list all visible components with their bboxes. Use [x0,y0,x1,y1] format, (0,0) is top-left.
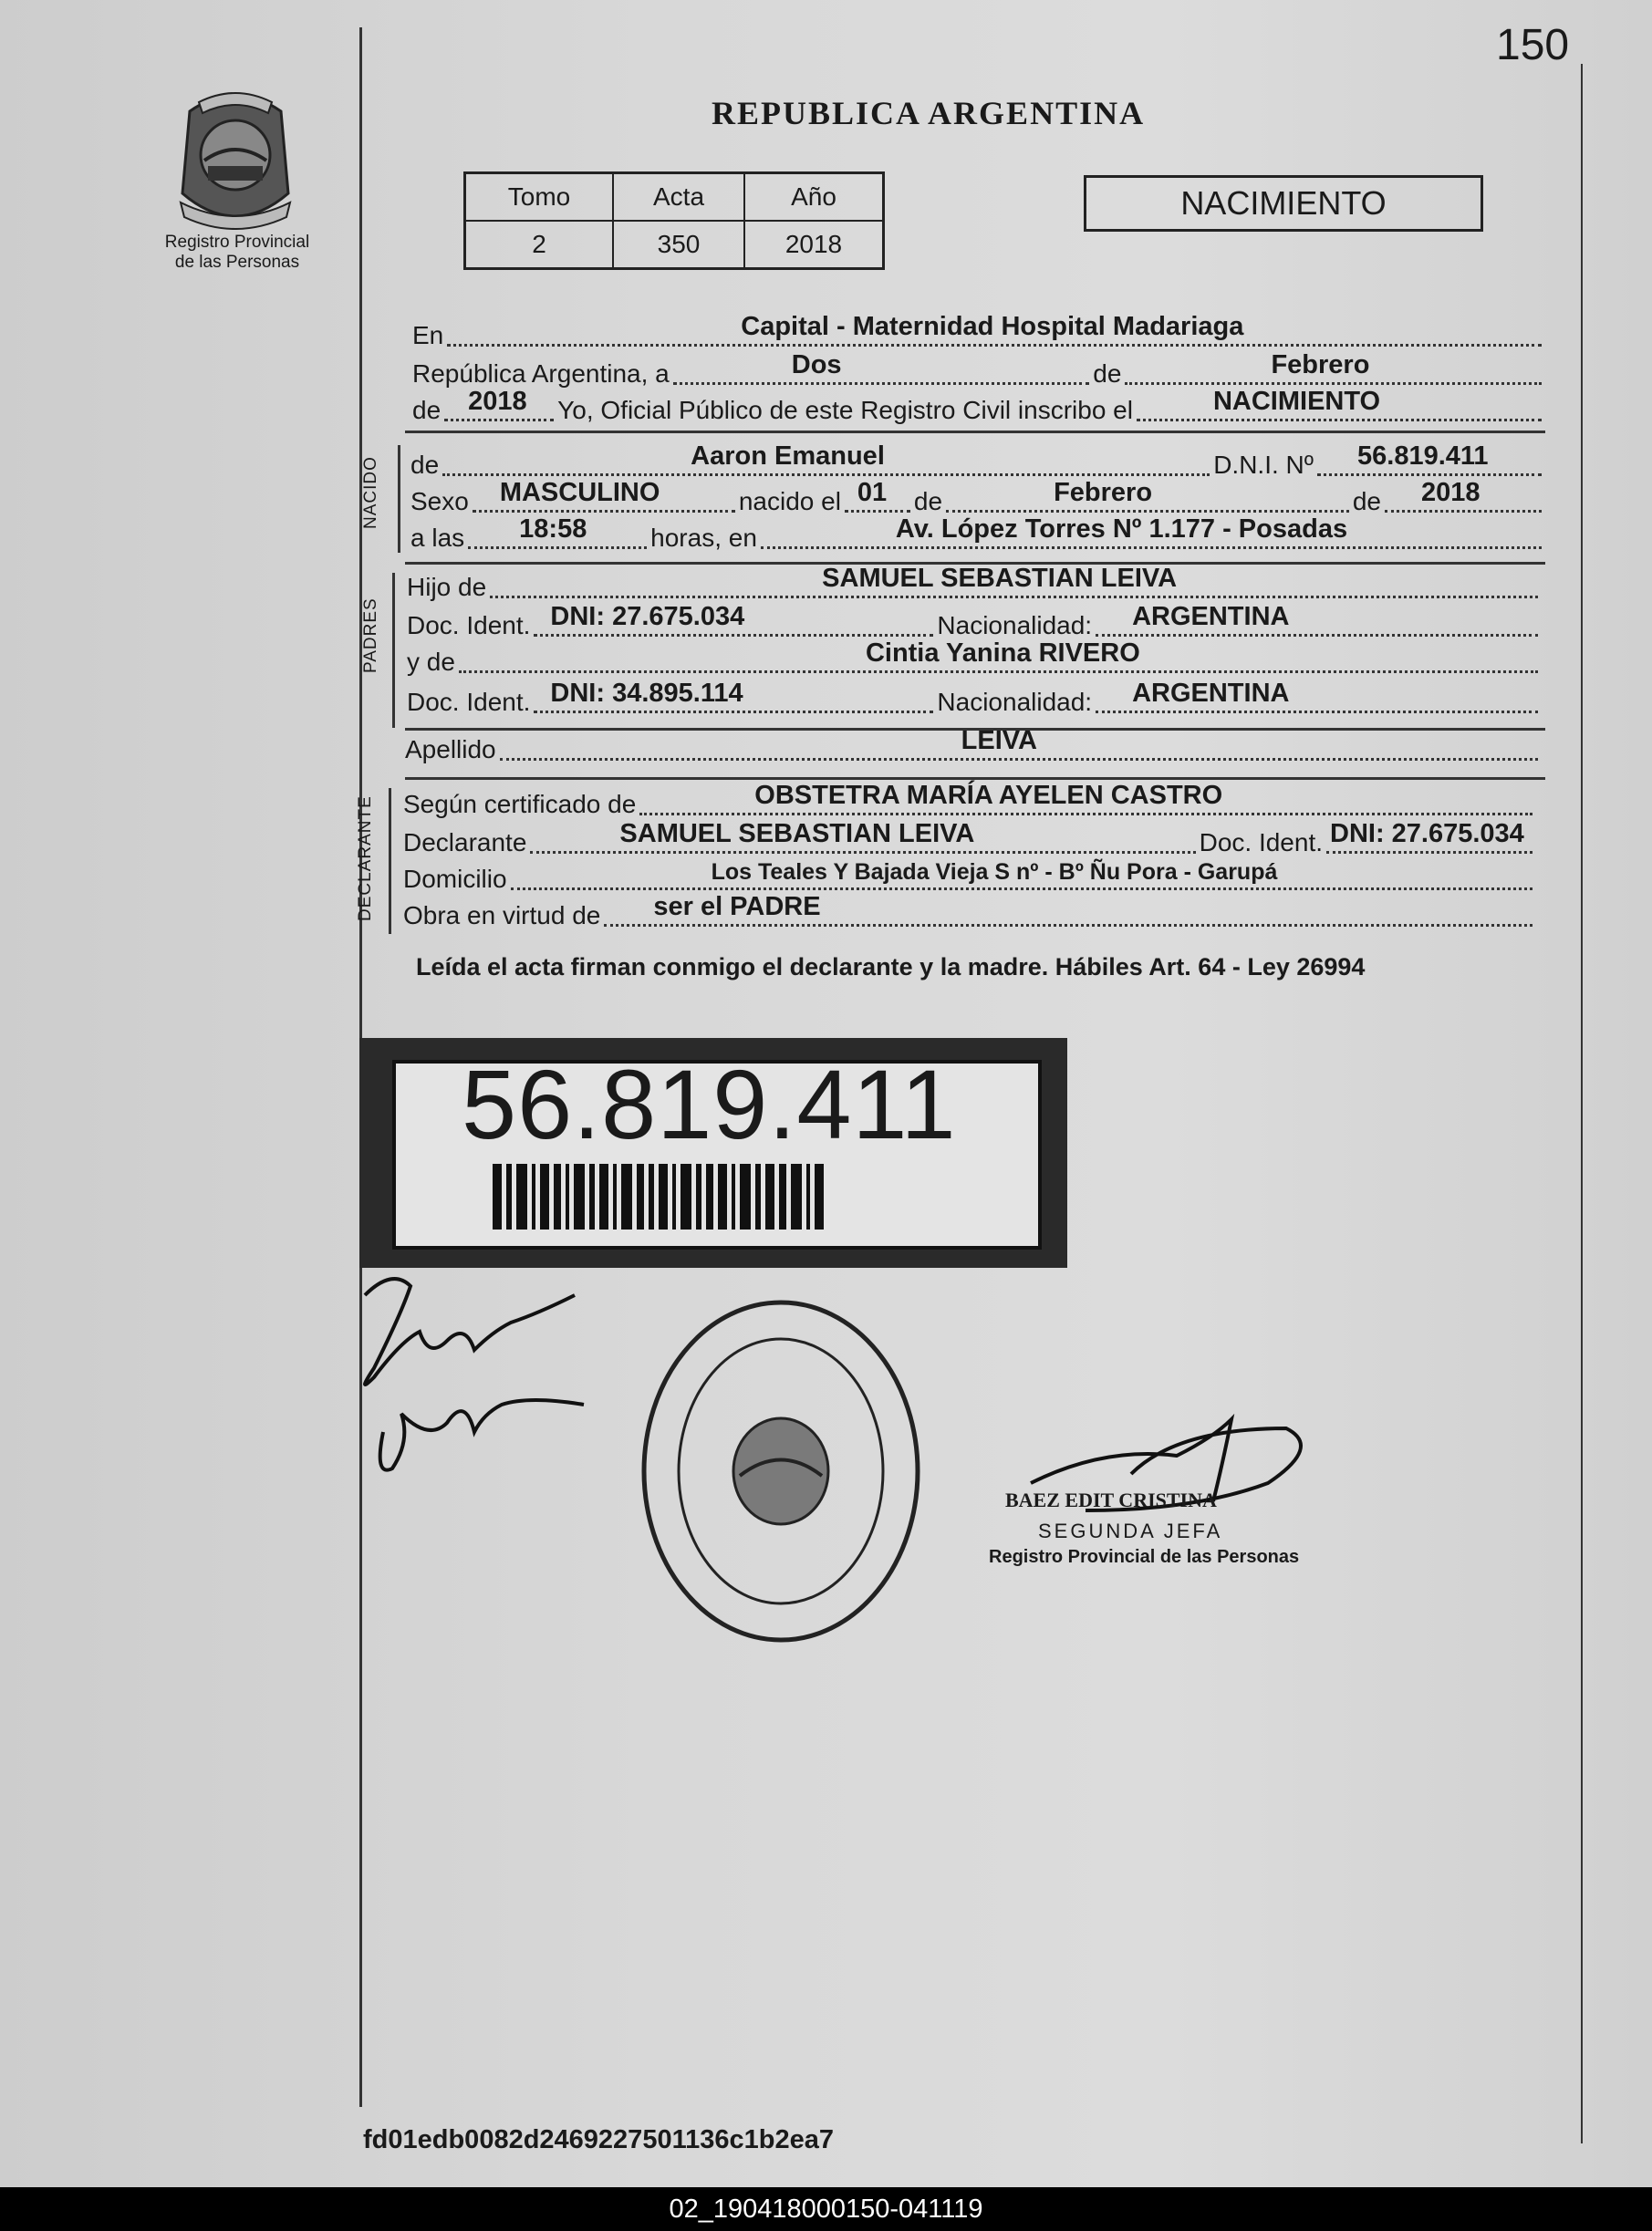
sexo-label: Sexo [410,487,469,515]
mother-doc-label: Doc. Ident. [407,688,531,716]
apellido-row [405,726,1542,766]
domicilio-label: Domicilio [403,865,507,893]
nacido-day: 01 [857,478,888,507]
horas-label: horas, en [650,524,757,552]
place-label: En [412,321,444,349]
nacido-sex-row [410,478,1545,518]
value-acta: 350 [613,221,744,269]
nacido-de1: de [913,487,943,515]
padres-side-label: PADRES [361,597,380,673]
father-name: SAMUEL SEBASTIAN LEIVA [822,564,1178,593]
mother-row [407,638,1542,679]
official-role: SEGUNDA JEFA [1038,1520,1223,1542]
official-stamp [635,1293,927,1649]
nacido-bracket [398,445,400,553]
nacido-el-label: nacido el [738,487,841,515]
header-tomo: Tomo [465,173,614,222]
province-seal-logo [171,84,299,230]
registry-logo-caption [146,233,328,273]
year-row [412,387,1545,427]
date-month: Febrero [1271,350,1370,379]
declarante-label: Declarante [403,828,527,856]
year-act: NACIMIENTO [1212,387,1381,416]
nacido-name: Aaron Emanuel [691,441,885,471]
registry-table [463,171,885,270]
logo-caption-line-2: de las Personas [174,253,300,272]
father-nac: ARGENTINA [1132,602,1290,631]
mother-nac: ARGENTINA [1132,679,1290,708]
cert-row [403,781,1536,821]
footer-id: 02_190418000150-041119 [669,2195,983,2224]
separator [405,431,1545,433]
value-anio: 2018 [744,221,884,269]
mother-doc-row [407,679,1542,719]
nacido-dni-label: D.N.I. Nº [1213,451,1314,479]
year-text: Yo, Oficial Público de este Registro Civil inscribo el [557,396,1133,424]
declarante-row [403,819,1536,859]
declarante-value: SAMUEL SEBASTIAN LEIVA [619,819,975,848]
cert-value: OBSTETRA MARÍA AYELEN CASTRO [754,781,1223,810]
domicilio-value: Los Teales Y Bajada Vieja S nº - Bº Ñu Pora - Garupá [711,859,1278,885]
header-acta: Acta [613,173,744,222]
year-value: 2018 [468,387,527,416]
father-doc: DNI: 27.675.034 [550,602,745,631]
date-de-label: de [1093,359,1122,388]
nacido-month: Febrero [1054,478,1153,507]
nacido-time-row [410,514,1545,555]
nacido-de-label: de [410,451,440,479]
date-label: República Argentina, a [412,359,670,388]
mother-name: Cintia Yanina RIVERO [865,638,1140,668]
year-label: de [412,396,442,424]
barcode [493,1164,918,1230]
a-las-label: a las [410,524,465,552]
sexo-value: MASCULINO [499,478,660,507]
official-name: BAEZ EDIT CRISTINA [1005,1489,1217,1511]
nacido-time: 18:58 [519,514,587,544]
dni-sticker-number: 56.819.411 [462,1049,957,1159]
domicilio-row [403,859,1536,896]
right-margin-line [1581,64,1583,2143]
hijo-label: Hijo de [407,573,487,601]
cert-label: Según certificado de [403,790,637,818]
official-office: Registro Provincial de las Personas [989,1547,1300,1567]
nacido-side-label: NACIDO [361,456,380,529]
nacido-de2: de [1352,487,1381,515]
place-row [412,312,1545,352]
declarante-doc-label: Doc. Ident. [1199,828,1323,856]
declarante-doc: DNI: 27.675.034 [1330,819,1524,848]
mother-nac-label: Nacionalidad: [937,688,1093,716]
closing-note: Leída el acta firman conmigo el declarante y la madre. Hábiles Art. 64 - Ley 26994 [416,953,1366,981]
logo-caption-line-1: Registro Provincial [164,233,310,252]
padres-bracket [392,573,395,728]
place-value: Capital - Maternidad Hospital Madariaga [741,312,1244,341]
declarante-bracket [389,788,391,934]
value-tomo: 2 [465,221,614,269]
father-row [407,564,1542,604]
nacido-name-row [410,441,1545,482]
nacido-year: 2018 [1421,478,1481,507]
apellido-value: LEIVA [961,726,1037,755]
declarante-side-label: DECLARANTE [356,795,375,921]
father-doc-row [407,602,1542,642]
apellido-label: Apellido [405,735,496,763]
obra-label: Obra en virtud de [403,901,601,929]
page-number: 150 [1496,21,1570,69]
footer-bar [0,2187,1652,2231]
nacido-dni: 56.819.411 [1357,441,1489,471]
document-hash: fd01edb0082d2469227501136c1b2ea7 [363,2125,834,2154]
nacido-place: Av. López Torres Nº 1.177 - Posadas [895,514,1348,544]
obra-row [403,892,1536,932]
date-row [412,350,1545,390]
father-nac-label: Nacionalidad: [937,611,1093,639]
date-day: Dos [791,350,842,379]
document-title: REPUBLICA ARGENTINA [712,95,1146,131]
father-doc-label: Doc. Ident. [407,611,531,639]
header-anio: Año [744,173,884,222]
document-type-box: NACIMIENTO [1084,175,1483,232]
mother-doc: DNI: 34.895.114 [550,679,743,708]
y-de-label: y de [407,648,455,676]
handwritten-signature-1 [338,1259,611,1496]
obra-value: ser el PADRE [653,892,821,921]
